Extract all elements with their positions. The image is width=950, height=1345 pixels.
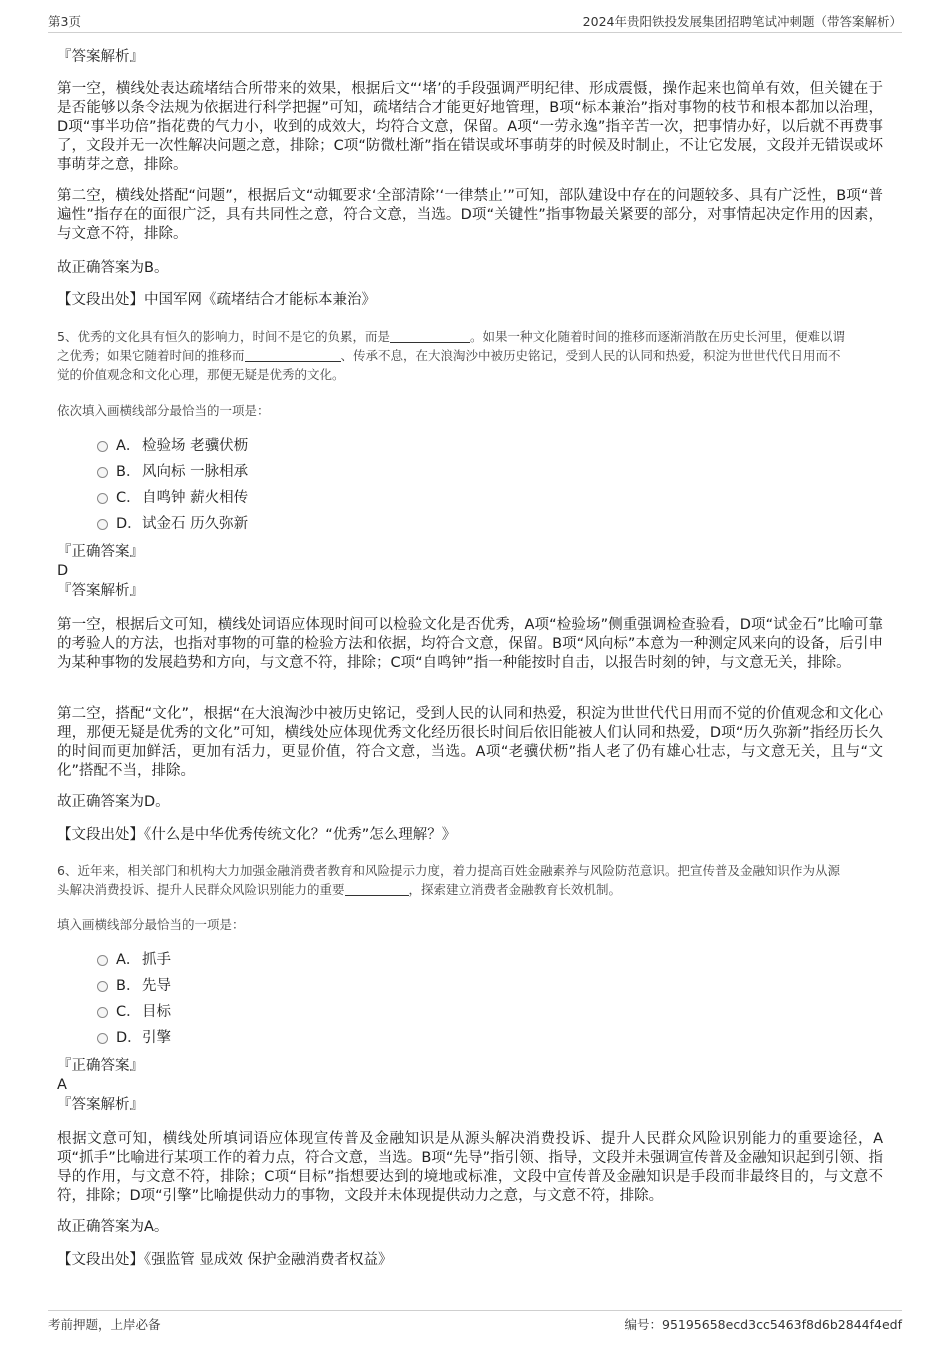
radio-icon[interactable] [97, 955, 108, 966]
q5-stem-part: 、传承不息，在大浪淘沙中被历史铭记，受到人民的认同和热爱，积淀为世世代代日用而不 [340, 348, 841, 363]
page-header [48, 10, 902, 33]
radio-icon[interactable] [97, 1007, 108, 1018]
q6-stem [57, 861, 897, 899]
option-letter: D． [116, 1030, 142, 1046]
q5-conclusion: 故正确答案为D。 [57, 794, 170, 810]
option-text: 检验场 老骥伏枥 [142, 438, 249, 454]
q6-conclusion: 故正确答案为A。 [57, 1219, 169, 1235]
q4-conclusion: 故正确答案为B。 [57, 260, 169, 276]
blank-line [245, 349, 341, 362]
radio-icon[interactable] [97, 441, 108, 452]
page-footer [48, 1310, 902, 1335]
q6-stem-part: 头解决消费投诉、提升人民群众风险识别能力的重要 [57, 882, 345, 897]
q6-correct-label: 『正确答案』 [57, 1058, 144, 1074]
q6-option-a[interactable] [97, 951, 171, 970]
q6-option-c[interactable] [97, 1003, 171, 1022]
footer-slogan: 考前押题，上岸必备 [48, 1317, 161, 1332]
option-text: 目标 [142, 1004, 171, 1020]
q5-stem-part: 觉的价值观念和文化心理，那便无疑是优秀的文化。 [57, 367, 345, 382]
blank-line [390, 330, 470, 343]
q5-option-d[interactable] [97, 515, 248, 534]
q5-stem-part: 5、优秀的文化具有恒久的影响力，时间不是它的负累，而是 [57, 329, 390, 344]
q6-prompt: 填入画横线部分最恰当的一项是： [57, 917, 245, 932]
q5-prompt: 依次填入画横线部分最恰当的一项是： [57, 403, 270, 418]
option-letter: B． [116, 978, 141, 994]
q4-analysis-p2: 第二空，横线处搭配“问题”，根据后文“动辄要求‘全部清除’‘一律禁止’”可知，部队建设中存在的问题较多、具有广泛性，B项“普遍性”指存在的面很广泛，具有共同性之意，符合文意，当选。D项“关键性”指事物最关紧要的部分，对事情起决定作用的因素，与文意不符，排除。 [57, 188, 883, 242]
option-text: 试金石 历久弥新 [142, 516, 249, 532]
radio-icon[interactable] [97, 981, 108, 992]
page-number: 第3页 [48, 14, 81, 29]
q6-correct-answer: A [57, 1077, 67, 1093]
q4-source: 【文段出处】中国军网《疏堵结合才能标本兼治》 [57, 292, 376, 308]
option-letter: D． [116, 516, 142, 532]
blank-line [345, 883, 409, 896]
q6-analysis-p1: 根据文意可知，横线处所填词语应体现宣传普及金融知识是从源头解决消费投诉、提升人民群众风险识别能力的重要途径，A项“抓手”比喻进行某项工作的着力点，符合文意，当选。B项“先导”指引领、指导，文段并未强调宣传普及金融知识起到引领、指导的作用，与文意不符，排除；C项“目标”指想要达到的境地或标准，文段中宣传普及金融知识是手段而非最终目的，与文意不符，排除；D项“引擎”比喻提供动力的事物，文段并未体现提供动力之意，与文意不符，排除。 [57, 1131, 883, 1204]
q5-correct-answer: D [57, 563, 69, 579]
document-id: 编号：95195658ecd3cc5463f8d6b2844f4edf [624, 1317, 902, 1332]
q4-analysis-label: 『答案解析』 [57, 49, 144, 65]
q5-analysis-label: 『答案解析』 [57, 583, 144, 599]
option-text: 引擎 [142, 1030, 171, 1046]
q4-analysis-p1: 第一空，横线处表达疏堵结合所带来的效果，根据后文“‘堵’的手段强调严明纪律、形成震慑，操作起来也简单有效，但关键在于是否能够以条令法规为依据进行科学把握”可知，疏堵结合才能更好地管理，B项“标本兼治”指对事物的枝节和根本都加以治理，D项“事半功倍”指花费的气力小，收到的成效大，均符合文意，保留。A项“一劳永逸”指辛苦一次，把事情办好，以后就不再费事了，文段并无一次性解决问题之意，排除；C项“防微杜渐”指在错误或坏事萌芽的时候及时制止，不让它发展，文段并无错误或坏事萌芽之意，排除。 [57, 81, 883, 173]
option-text: 抓手 [142, 952, 171, 968]
q5-option-a[interactable] [97, 437, 248, 456]
q5-source: 【文段出处】《什么是中华优秀传统文化？“优秀”怎么理解？》 [57, 827, 457, 843]
q5-stem [57, 327, 897, 384]
option-letter: C． [116, 1004, 141, 1020]
option-letter: A． [116, 438, 141, 454]
q5-option-c[interactable] [97, 489, 248, 508]
q6-option-d[interactable] [97, 1029, 171, 1048]
q6-stem-part: ，探索建立消费者金融教育长效机制。 [408, 882, 622, 897]
option-letter: B． [116, 464, 141, 480]
q5-stem-part: 。如果一种文化随着时间的推移而逐渐消散在历史长河里，便难以谓 [469, 329, 845, 344]
option-text: 先导 [142, 978, 171, 994]
q6-stem-part: 6、近年来，相关部门和机构大力加强金融消费者教育和风险提示力度，着力提高百姓金融素养与风险防范意识。把宣传普及金融知识作为从源 [57, 863, 840, 878]
option-letter: A． [116, 952, 141, 968]
option-letter: C． [116, 490, 141, 506]
q5-stem-part: 之优秀；如果它随着时间的推移而 [57, 348, 245, 363]
option-text: 自鸣钟 薪火相传 [142, 490, 249, 506]
q5-correct-label: 『正确答案』 [57, 544, 144, 560]
q6-option-b[interactable] [97, 977, 171, 996]
radio-icon[interactable] [97, 519, 108, 530]
q5-analysis-p2: 第二空，搭配“文化”，根据“在大浪淘沙中被历史铭记，受到人民的认同和热爱，积淀为世世代代日用而不觉的价值观念和文化心理，那便无疑是优秀的文化”可知，横线处应体现优秀文化经历很长时间后依旧能被人们认同和热爱，D项“历久弥新”指经历长久的时间而更加鲜活，更加有活力，更显价值，符合文意，当选。A项“老骥伏枥”指人老了仍有雄心壮志，与文意无关，且与“文化”搭配不当，排除。 [57, 706, 883, 779]
q5-option-b[interactable] [97, 463, 248, 482]
radio-icon[interactable] [97, 493, 108, 504]
document-title: 2024年贵阳铁投发展集团招聘笔试冲刺题（带答案解析） [582, 14, 902, 29]
q6-source: 【文段出处】《强监管 显成效 保护金融消费者权益》 [57, 1252, 393, 1268]
radio-icon[interactable] [97, 1033, 108, 1044]
q6-analysis-label: 『答案解析』 [57, 1097, 144, 1113]
radio-icon[interactable] [97, 467, 108, 478]
q5-analysis-p1: 第一空，根据后文可知，横线处词语应体现时间可以检验文化是否优秀，A项“检验场”侧重强调检查验看，D项“试金石”比喻可靠的考验人的方法，也指对事物的可靠的检验方法和依据，均符合文意，保留。B项“风向标”本意为一种测定风来向的设备，后引申为某种事物的发展趋势和方向，与文意不符，排除；C项“自鸣钟”指一种能按时自击，以报告时刻的钟，与文意无关，排除。 [57, 617, 883, 671]
option-text: 风向标 一脉相承 [142, 464, 249, 480]
